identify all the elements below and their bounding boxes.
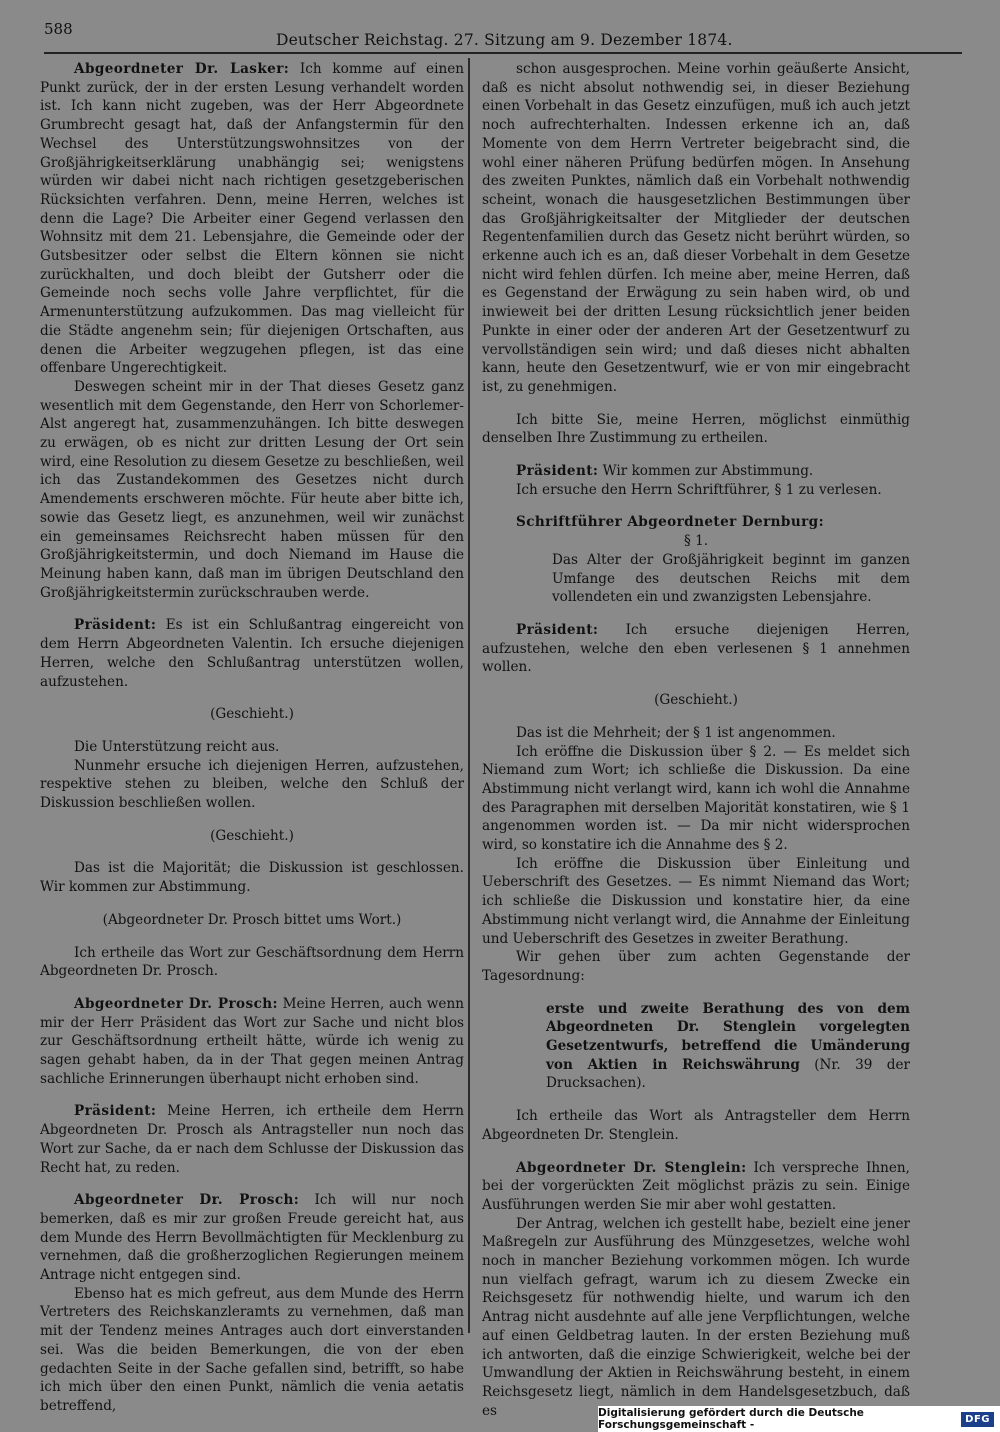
speaker-name: Schriftführer Abgeordneter Dernburg: [516,514,824,531]
speech-text: Es ist ein Schlußantrag eingereicht von dem Herrn Abgeordneten Valentin. Ich ersuche diejenigen Herren, welche den Schlußantrag unterstützen wollen, aufzustehen. [40,617,464,690]
speaker-name: Abgeordneter Dr. Prosch: [74,1192,300,1209]
stage-direction: (Geschieht.) [210,706,294,723]
speaker-name: Präsident: [516,621,599,638]
speaker-name: Abgeordneter Dr. Lasker: [74,61,290,77]
body-paragraph: Wir gehen über zum achten Gegenstande der Tagesordnung: [482,949,910,984]
body-paragraph: Der Antrag, welchen ich gestellt habe, bezielt eine jener Maßregeln zur Ausführung des Münzgesetzes, welche wohl noch in mancher Beziehung vorkommen mögen. Ich wurde nun vielfach gefragt, warum ich zu diesem Zwecke ein Reichsgesetz für nothwendig hielte, und warum ich den Antrag nicht ausdehnte auf alle jene Verpflichtungen, welche auf einen Geldbetrag lauten. In der ersten Beziehung muß ich antworten, daß die einzige Schwierigkeit, welche bei der Umwandlung der Aktien in Reichswährung besteht, in einem Reichsgesetz liegt, nämlich in dem Handelsgesetzbuch, daß es [482,1215,910,1419]
speech-text: Ich will nur noch bemerken, daß es mir zur großen Freude gereicht hat, aus dem Munde des Herrn Bevollmächtigten für Mecklenburg zu vernehmen, daß die großherzoglichen Regierungen meinem Antrage nicht entgegen sind. [40,1192,464,1284]
speaker-name: Präsident: [74,1103,157,1120]
body-paragraph: Die Unterstützung reicht aus. [74,738,280,755]
section-heading: § 1. [683,533,709,550]
credit-text: Digitalisierung gefördert durch die Deutsche Forschungsgemeinschaft - [598,1407,864,1431]
body-paragraph: Ich ersuche den Herrn Schriftführer, § 1 zu verlesen. [516,481,882,498]
column-rule [468,58,470,1333]
speech-text: Meine Herren, ich ertheile dem Herrn Abgeordneten Dr. Prosch als Antragsteller nun noch das Wort zur Sache, da er nach dem Schlusse der Diskussion das Recht hat, zu reden. [40,1103,464,1176]
agenda-item [546,1000,910,1094]
body-paragraph: Das ist die Majorität; die Diskussion ist geschlossen. Wir kommen zur Abstimmung. [40,860,464,896]
stage-direction: (Abgeordneter Dr. Prosch bittet ums Wort.) [102,911,402,928]
speech-paragraph [482,513,910,532]
speaker-name: Präsident: [516,463,599,480]
speech-paragraph [482,462,910,481]
speaker-name: Präsident: [74,617,157,634]
body-paragraph: Ich ertheile das Wort als Antragsteller dem Herrn Abgeordneten Dr. Stenglein. [482,1108,910,1143]
speech-paragraph [40,1102,464,1177]
right-column [482,60,910,1420]
agenda-title: erste und zweite Berathung des von dem Abgeordneten Dr. Stenglein vorgelegten Gesetzentwurfs, betreffend die Umänderung von Aktien in Reichswährung [546,1000,910,1073]
speech-paragraph [40,1191,464,1285]
body-paragraph: Ebenso hat es mich gefreut, aus dem Munde des Herrn Vertreters des Reichskanzleramts zu vernehmen, daß man mit der Tendenz meines Antrages auch dort einverstanden sei. Was die beiden Bemerkungen, die von der eben gedachten Seite in der Sache gefallen sind, betrifft, so habe ich mich über den einen Punkt, nämlich die venia aetatis betreffend, [40,1285,464,1414]
speech-paragraph [482,1159,910,1215]
speaker-name: Abgeordneter Dr. Stenglein: [516,1159,747,1176]
body-paragraph: Ich bitte Sie, meine Herren, möglichst einmüthig denselben Ihre Zustimmung zu ertheilen. [482,411,910,447]
speech-paragraph [40,995,464,1089]
speech-text: Ich verspreche Ihnen, bei der vorgerückten Zeit möglichst präzis zu sein. Einige Ausführungen werden Sie mir aber wohl gestatten. [482,1159,910,1213]
quoted-paragraph: Das Alter der Großjährigkeit beginnt im ganzen Umfange des deutschen Reichs mit dem vollendeten ein und zwanzigsten Lebensjahre. [552,551,910,606]
speech-text: Wir kommen zur Abstimmung. [598,463,814,480]
body-paragraph: Ich eröffne die Diskussion über Einleitung und Ueberschrift des Gesetzes. — Es nimmt Niemand das Wort; ich schließe die Diskussion und konstatire hier, da eine Abstimmung nicht verlangt wird, die Annahme der Einleitung und Ueberschrift des Gesetzes in zweiter Berathung. [482,855,910,947]
speech-paragraph [482,621,910,677]
speaker-name: Abgeordneter Dr. Prosch: [74,995,278,1012]
speech-text: Ich ersuche diejenigen Herren, aufzustehen, welche den eben verlesenen § 1 annehmen wollen. [482,621,910,676]
body-paragraph: schon ausgesprochen. Meine vorhin geäußerte Ansicht, daß es nicht absolut nothwendig sei, in dieser Beziehung einen Vorbehalt in das Gesetz einzufügen, muß ich auch jetzt noch aufrechterhalten. Indessen erkenne ich an, daß Momente von dem Herrn Vertreter beigebracht sind, die wohl einer näheren Prüfung bedürfen mögen. In Ansehung des zweiten Punktes, nämlich daß ein Vorbehalt nothwendig scheint, wonach die hausgesetzlichen Bestimmungen über das Großjährigkeitsalter der Mitglieder der deutschen Regentenfamilien durch das Gesetz nicht berührt würden, so erkenne auch ich es an, daß dieser Vorbehalt in dem Gesetze nicht wird fehlen dürfen. Ich meine aber, meine Herren, daß es Gegenstand der Erwägung zu sein haben wird, ob und inwieweit bei der dritten Lesung rücksichtlich jener beiden Punkte in einer oder der anderen Art der Gesetzentwurf zu vervollständigen sein wird; und daß dieses nicht abhalten kann, heute den Gesetzentwurf, wie er von mir eingebracht ist, zu genehmigen. [482,61,910,395]
body-paragraph: Das ist die Mehrheit; der § 1 ist angenommen. [516,724,836,741]
body-paragraph: Deswegen scheint mir in der That dieses Gesetz ganz wesentlich mit dem Gegenstande, den Herr von Schorlemer-Alst angeregt hat, zusammenzuhängen. Ich bitte deswegen zu erwägen, ob es nicht zur dritten Lesung der Ort sein wird, eine Resolution zu diesem Gesetze zu beschließen, weil ich das Zustandekommen des Gesetzes nicht durch Amendements erschweren möchte. Für heute aber bitte ich, sowie das Gesetz liegt, es anzunehmen, weil wir zunächst ein gemeinsames Reichsrecht haben müssen für den Großjährigkeitstermin, und doch Niemand im Hause die Meinung haben kann, daß man im übrigen Deutschland den Großjährigkeitstermin zurückschrauben werde. [40,378,464,601]
left-column [40,60,464,1416]
speech-text: Meine Herren, auch wenn mir der Herr Präsident das Wort zur Sache und nicht blos zur Geschäftsordnung ertheilt hätte, würde ich wenig zu sagen gehabt haben, da in der That gegen meinen Antrag sachliche Erinnerungen überhaupt nicht erhoben sind. [40,995,464,1087]
speech-paragraph [40,616,464,691]
dfg-logo-icon: DFG [961,1412,994,1427]
page-number: 588 [44,20,73,38]
speech-paragraph [40,60,464,378]
agenda-reference: (Nr. 39 der Drucksachen). [546,1056,910,1092]
body-paragraph: Ich ertheile das Wort zur Geschäftsordnung dem Herrn Abgeordneten Dr. Prosch. [40,944,464,980]
running-head: Deutscher Reichstag. 27. Sitzung am 9. Dezember 1874. [276,31,733,49]
header-rule [44,52,962,54]
digitization-credit [598,1406,1000,1432]
stage-direction: (Geschieht.) [654,692,738,709]
stage-direction: (Geschieht.) [210,827,294,844]
body-paragraph: Nunmehr ersuche ich diejenigen Herren, aufzustehen, respektive stehen zu bleiben, welche den Schluß der Diskussion beschließen wollen. [40,757,464,812]
speech-text: Ich komme auf einen Punkt zurück, der in der ersten Lesung verhandelt worden ist. Ich kann nicht zugeben, was der Herr Abgeordnete Grumbrecht gesagt hat, daß der Anfangstermin für den Wechsel des Unterstützungswohnsitzes von der Großjährigkeitserklärung unabhängig sei; wenigstens würden wir dabei nicht nach richtigen gesetzgeberischen Rücksichten verfahren. Denn, meine Herren, welches ist denn die Lage? Die Arbeiter einer Gegend verlassen den Wohnsitz mit dem 21. Lebensjahre, die Gemeinde oder der Gutsbesitzer oder selbst die Eltern können sie nicht zurückhalten, und doch bleibt der Gutsherr oder die Gemeinde noch sechs volle Jahre verpflichtet, für die Armenunterstützung aufzukommen. Das mag vielleicht für die Städte angenehm sein; für diejenigen Ortschaften, aus denen die Arbeiter wegzugehen pflegen, ist das eine offenbare Ungerechtigkeit. [40,61,465,377]
body-paragraph: Ich eröffne die Diskussion über § 2. — Es meldet sich Niemand zum Wort; ich schließe die Diskussion. Da eine Abstimmung nicht verlangt wird, kann ich wohl die Annahme des Paragraphen mit derselben Majorität konstatiren, wie § 1 angenommen worden ist. — Da mir nicht widersprochen wird, so konstatire ich die Annahme des § 2. [482,743,910,854]
